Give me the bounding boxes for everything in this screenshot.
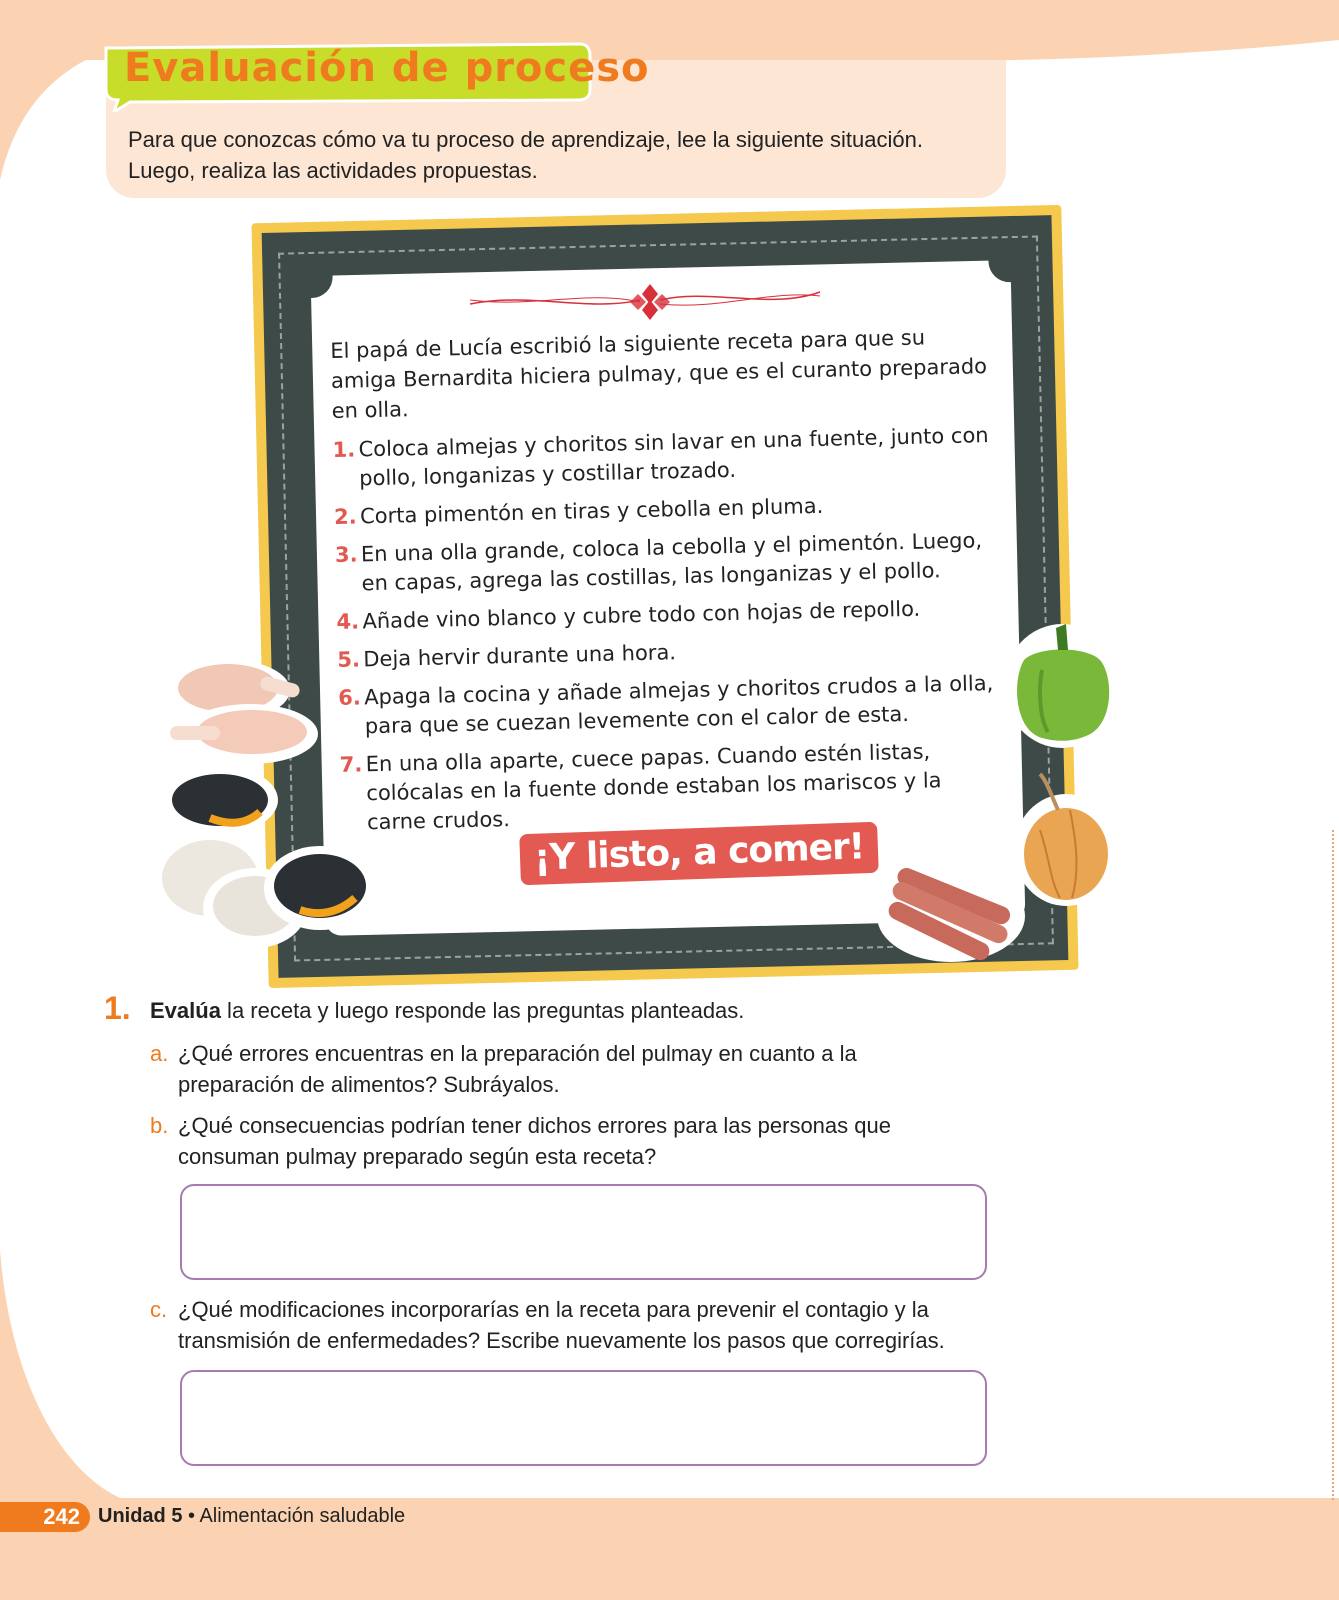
step-text: Apaga la cocina y añade almejas y choritos crudos a la olla, para que se cuezan levemente con el calor de esta. — [363, 671, 994, 739]
unit-topic: Alimentación saludable — [199, 1505, 406, 1527]
question-text — [178, 1294, 945, 1356]
question-letter: b. — [150, 1113, 169, 1138]
step-number: 7. — [339, 752, 363, 777]
question-line-1: ¿Qué consecuencias podrían tener dichos errores para las personas que — [178, 1113, 891, 1138]
step-number: 1. — [332, 437, 356, 462]
footer-separator: • — [182, 1505, 200, 1527]
step-text: Deja hervir durante una hora. — [363, 640, 677, 672]
question-line-1: ¿Qué errores encuentras en la preparación del pulmay en cuanto a la — [178, 1041, 857, 1066]
step-text: En una olla aparte, cuece papas. Cuando estén listas, colócalas en la fuente donde estaban los mariscos y la carne crudos. — [365, 739, 942, 835]
question-line-2: consuman pulmay preparado según esta receta? — [178, 1144, 657, 1169]
page-number-text: 242 — [43, 1504, 80, 1529]
recipe-step — [337, 631, 997, 675]
step-text: Corta pimentón en tiras y cebolla en pluma. — [359, 493, 824, 529]
recipe-step — [336, 593, 996, 637]
question-b — [150, 1110, 891, 1172]
activity-instruction — [150, 998, 744, 1024]
step-number: 2. — [333, 504, 357, 529]
page-edge-decoration — [1332, 830, 1334, 1500]
question-line-2: preparación de alimentos? Subráyalos. — [178, 1072, 560, 1097]
chicken-legs-icon — [160, 650, 330, 775]
sausages-icon — [876, 866, 1026, 971]
footer-unit — [98, 1505, 405, 1528]
green-pepper-icon — [1002, 610, 1122, 755]
answer-box-b[interactable] — [180, 1184, 987, 1280]
recipe-intro: El papá de Lucía escribió la siguiente receta para que su amiga Bernardita hiciera pulmay, que es el curanto preparado en olla. — [330, 325, 988, 423]
activity-number: 1. — [104, 990, 131, 1026]
step-number: 6. — [337, 685, 362, 710]
activity-verb: Evalúa — [150, 998, 221, 1023]
onion-icon — [1010, 770, 1120, 915]
closing-badge: ¡Y listo, a comer! — [519, 822, 879, 885]
mussels-clams-icon — [150, 760, 380, 965]
intro-text — [128, 124, 923, 186]
question-letter: c. — [150, 1297, 168, 1322]
question-text — [178, 1110, 891, 1172]
page-number — [0, 1502, 90, 1532]
step-text: Coloca almejas y choritos sin lavar en una fuente, junto con pollo, longanizas y costillar trozado. — [358, 423, 989, 491]
question-c — [150, 1294, 945, 1356]
question-line-2: transmisión de enfermedades? Escribe nuevamente los pasos que corregirías. — [178, 1328, 945, 1353]
step-number: 3. — [334, 542, 358, 567]
question-text — [178, 1038, 857, 1100]
recipe-steps — [332, 421, 1001, 838]
recipe-step — [334, 488, 994, 532]
recipe-step — [332, 421, 993, 494]
intro-line-2: Luego, realiza las actividades propuestas. — [128, 158, 538, 183]
step-text: En una olla grande, coloca la cebolla y el pimentón. Luego, en capas, agrega las costillas, las longanizas y el pollo. — [360, 528, 983, 596]
ornament-icon — [470, 282, 830, 327]
recipe-step — [335, 526, 996, 599]
question-line-1: ¿Qué modificaciones incorporarías en la receta para prevenir el contagio y la — [178, 1297, 929, 1322]
recipe-step — [338, 669, 999, 742]
step-number: 4. — [336, 609, 360, 634]
step-number: 5. — [337, 647, 361, 672]
unit-label: Unidad 5 — [98, 1505, 183, 1527]
recipe-step — [339, 736, 1001, 838]
question-letter: a. — [150, 1041, 169, 1066]
page-title: Evaluación de proceso — [124, 45, 650, 91]
question-a — [150, 1038, 857, 1100]
intro-line-1: Para que conozcas cómo va tu proceso de aprendizaje, lee la siguiente situación. — [128, 127, 923, 152]
step-text: Añade vino blanco y cubre todo con hojas de repollo. — [362, 596, 921, 634]
activity-rest: la receta y luego responde las preguntas planteadas. — [220, 998, 745, 1023]
answer-box-c[interactable] — [180, 1370, 987, 1466]
recipe — [330, 321, 1001, 847]
